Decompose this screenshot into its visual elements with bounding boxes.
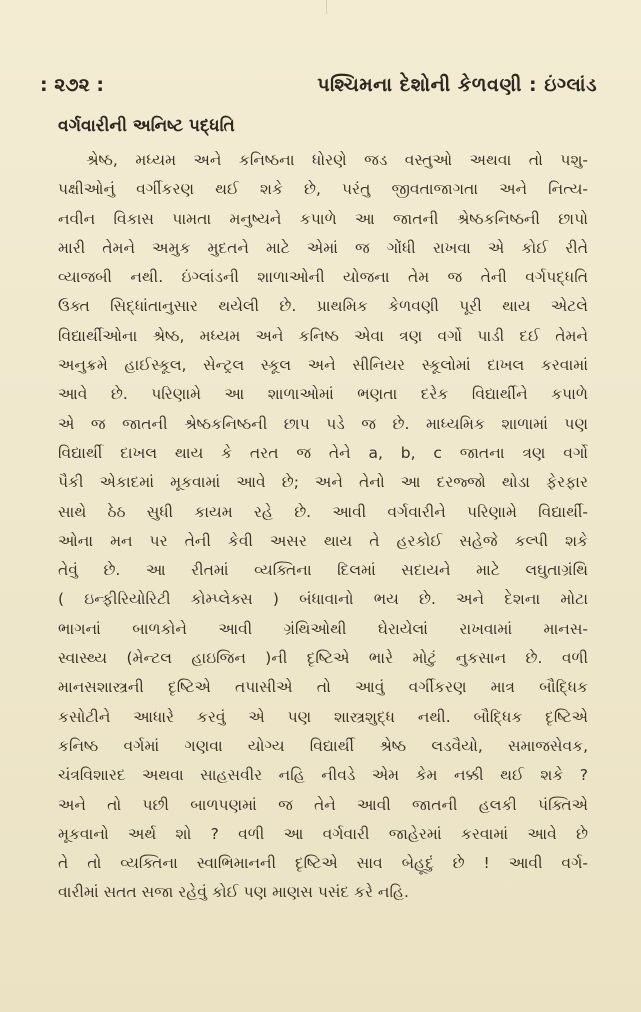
paragraph-line: વારીમાં સતત સજા રહેવું કોઈ પણ માણસ પસંદ કરે નહિ. xyxy=(58,883,409,902)
paragraph-line: વિદ્યાર્થી દાખલ થાય કે તરત જ તેને a, b, c જાતના ત્રણ વર્ગો xyxy=(58,443,588,462)
paragraph-line: ઉક્ત સિદ્ધાંતાનુસાર થયેલી છે. પ્રાથમિક કેળવણી પૂરી થાય એટલે xyxy=(58,297,588,316)
paragraph-line: આવે છે. પરિણામે આ શાળાઓમાં ભણતા દરેક વિદ્યાર્થીને કપાળે xyxy=(58,385,588,404)
paragraph-line: માનસશાસ્ત્રની દૃષ્ટિએ તપાસીએ તો આવું વર્ગીકરણ માત્ર બૌદ્ધિક xyxy=(58,678,588,697)
section-heading: વર્ગવારીની અનિષ્ટ પદ્ધતિ xyxy=(58,116,235,136)
paragraph-line: પૈકી એકાદમાં મૂકવામાં આવે છે; અને તેનો આ દરજ્જો થોડા ફેરફાર xyxy=(58,473,588,492)
paragraph-line: વ્યાજબી નથી. ઇંગ્લાંડની શાળાઓની યોજના તેમ જ તેની વર્ગપદ્ધતિ xyxy=(58,268,588,287)
paragraph-line: તેવું છે. આ રીતમાં વ્યક્તિના દિલમાં સદાયને માટે લઘુતાગ્રંથિ xyxy=(58,561,588,580)
running-title: પશ્ચિમના દેશોની કેળવણી : ઇંગ્લાંડ xyxy=(317,74,597,96)
paragraph-line: એ જ જાતની શ્રેષ્ઠકનિષ્ઠની છાપ પડે જ છે. માધ્યમિક શાળામાં પણ xyxy=(58,414,588,433)
paragraph-line: અનુક્રમે હાઈસ્કૂલ, સેન્ટ્રલ સ્કૂલ અને સીનિયર સ્કૂલોમાં દાખલ કરવામાં xyxy=(58,356,588,375)
paragraph-line: ચંત્રવિશારદ અથવા સાહસવીર નહિ નીવડે એમ કેમ નક્કી થઈ શકે ? xyxy=(58,766,588,785)
paragraph-line: મારી તેમને અમુક મુદતને માટે એમાં જ ગોંધી રાખવા એ કોઈ રીતે xyxy=(58,238,588,257)
paragraph-line: ( ઇન્ફીરિયોરિટી કોમ્પ્લેક્સ ) બંધાવાનો ભય છે. અને દેશના મોટા xyxy=(58,590,588,609)
paragraph-line: શ્રેષ્ઠ, મધ્યમ અને કનિષ્ઠના ધોરણે જડ વસ્તુઓ અથવા તો પશુ- xyxy=(86,151,588,169)
paragraph-line: ભાગનાં બાળકોને આવી ગ્રંથિઓથી ઘેરાયેલાં રાખવામાં માનસ- xyxy=(58,619,588,638)
paragraph-line: કનિષ્ઠ વર્ગમાં ગણવા યોગ્ય વિદ્યાર્થી શ્રેષ્ઠ લડવૈયો, સમાજસેવક, xyxy=(58,736,588,755)
paragraph-line: તે તો વ્યક્તિના સ્વાભિમાનની દૃષ્ટિએ સાવ બેહૂદું છે ! આવી વર્ગ- xyxy=(58,854,588,873)
body-paragraph xyxy=(58,146,588,908)
page-header xyxy=(40,74,597,104)
paragraph-line: સ્વાસ્થ્ય (મેન્ટલ હાઇજિન )ની દૃષ્ટિએ ભારે મોટું નુકસાન છે. વળી xyxy=(58,649,588,668)
paragraph-line: મૂકવાનો અર્થ શો ? વળી આ વર્ગવારી જાહેરમાં કરવામાં આવે છે xyxy=(58,824,588,843)
paragraph-line: પક્ષીઓનું વર્ગીકરણ થઈ શકે છે, પરંતુ જીવતાજાગતા અને નિત્ય- xyxy=(58,180,588,199)
paragraph-line: અને તો પછી બાળપણમાં જ તેને આવી જાતની હલકી પંક્તિએ xyxy=(58,795,588,814)
paragraph-line: નવીન વિકાસ પામતા મનુષ્યને કપાળે આ જાતની શ્રેષ્ઠકનિષ્ઠની છાપો xyxy=(58,209,588,228)
paragraph-line: વિદ્યાર્થીઓના શ્રેષ્ઠ, મધ્યમ અને કનિષ્ઠ એવા ત્રણ વર્ગો પાડી દઈ તેમને xyxy=(58,326,588,345)
paragraph-line: કસોટીને આધારે કરવું એ પણ શાસ્ત્રશુદ્ધ નથી. બૌદ્ધિક દૃષ્ટિએ xyxy=(58,707,588,726)
page-fold-mark xyxy=(326,0,327,14)
paragraph-line: સાથે ઠેઠ સુધી કાયમ રહે છે. આવી વર્ગવારીને પરિણામે વિદ્યાર્થી- xyxy=(58,502,588,521)
page-number: : ૨૭૨ : xyxy=(40,74,104,96)
paragraph-line: ઓના મન પર તેની કેવી અસર થાય તે હરકોઈ સહેજે કલ્પી શકે xyxy=(58,531,588,550)
